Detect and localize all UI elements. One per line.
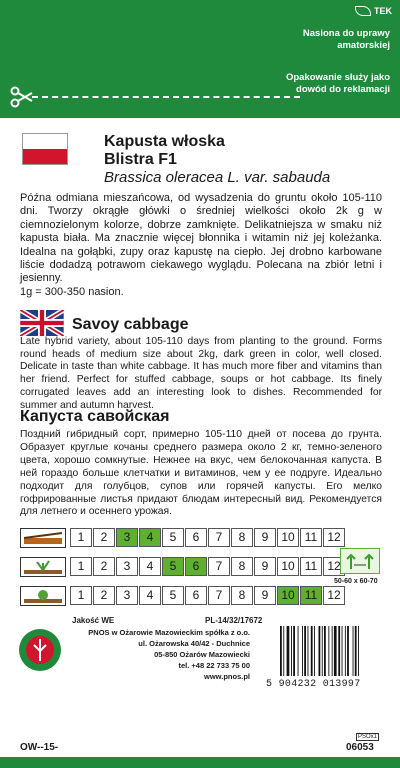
english-title: Savoy cabbage (72, 316, 189, 333)
company-city: 05-850 Ożarów Mazowiecki (154, 650, 250, 659)
harvest-month-8: 8 (231, 586, 253, 605)
harvest-month-5: 5 (162, 586, 184, 605)
planting-month-10: 10 (277, 557, 299, 576)
sowing-icon (20, 528, 66, 548)
sowing-month-10: 10 (277, 528, 299, 547)
harvest-month-1: 1 (70, 586, 92, 605)
cut-line (32, 96, 300, 98)
harvest-month-7: 7 (208, 586, 230, 605)
planting-month-11: 11 (300, 557, 322, 576)
sowing-month-5: 5 (162, 528, 184, 547)
plant-spacing-icon (340, 548, 380, 574)
harvest-month-9: 9 (254, 586, 276, 605)
description-en: Late hybrid variety, about 105-110 days from planting to the ground. Forms round heads of medium size about 2kg, dark green in color, well closed. Delicate in taste than white cabbage. It has much more fiber and vitamins than her friend. Perfect for stuffed cabbage, soups or hot cabbage. Its finely corrugated leaves add an interesting look to dishes. Recommended for summer and autumn harvest. (20, 336, 382, 411)
planting-month-3: 3 (116, 557, 138, 576)
tek-mark (355, 6, 392, 16)
planting-month-2: 2 (93, 557, 115, 576)
certificate-number: PL-14/32/17672 (205, 616, 263, 625)
barcode-number: 5 904232 013997 (266, 679, 361, 690)
description-ru: Поздний гибридный сорт, примерно 105-110 дней от посева до грунта. Образует круглые кочаны среднего размера около 2 кг, темно-зеленого цвета, хорошо сомкнутые. Нежнее на вкус, чем белокочанная капуста. В ней гораздо больше клетчатки и витаминов, чем у ее подруге. Идеально подходит для голубцов, супов или горячей капусты. Его мелко гофрированные листья придают блюдам интересный вид. Рекомендуется для летнего и осеннего урожая. (20, 429, 382, 518)
sowing-months (70, 528, 346, 547)
harvest-month-4: 4 (139, 586, 161, 605)
scissors-icon (10, 85, 34, 109)
sowing-month-3: 3 (116, 528, 138, 547)
product-code: 06053 (346, 742, 374, 753)
company-street: ul. Ożarowska 40/42 - Duchnice (138, 639, 250, 648)
sowing-month-7: 7 (208, 528, 230, 547)
sowing-month-6: 6 (185, 528, 207, 547)
top-panel (0, 0, 400, 118)
description-pl (20, 192, 382, 299)
harvest-month-12: 12 (323, 586, 345, 605)
leaf-icon (355, 6, 371, 16)
sowing-month-11: 11 (300, 528, 322, 547)
sowing-month-2: 2 (93, 528, 115, 547)
harvest-month-2: 2 (93, 586, 115, 605)
sowing-month-1: 1 (70, 528, 92, 547)
company-name: PNOS w Ożarowie Mazowieckim spółka z o.o. (88, 628, 250, 637)
description-pl-text: Późna odmiana mieszańcowa, od wysadzenia do gruntu około 105-110 dni. Tworzy okrągłe główki o średniej wielkości około 2k g w ciemnozielonym kolorze, dobrze zamknięte. Delikatniejsza w smaku niż kapusta biała. Ma znacznie więcej błonnika i witamin niż jej koleżanka. Idealna na gołąbki, zupy oraz kapustę na ciepło. Jej drobno karbowane liście dodadzą potrawom ciekawego wyglądu. Polecana na zbiór letni i jesienny. (20, 192, 382, 285)
product-variety: Blistra F1 (104, 151, 177, 168)
planting-month-4: 4 (139, 557, 161, 576)
company-phone: tel. +48 22 733 75 00 (178, 661, 250, 670)
ow-code: OW--15- (20, 742, 59, 753)
latin-name: Brassica oleracea L. var. sabauda (104, 169, 331, 186)
sowing-month-8: 8 (231, 528, 253, 547)
planting-month-6: 6 (185, 557, 207, 576)
company-web[interactable]: www.pnos.pl (204, 672, 250, 681)
planting-month-9: 9 (254, 557, 276, 576)
complaint-note: Opakowanie służy jako dowód do reklamacji (285, 72, 390, 95)
sowing-month-9: 9 (254, 528, 276, 547)
harvest-month-11: 11 (300, 586, 322, 605)
planting-month-12: 12 (323, 557, 345, 576)
amateur-note: Nasiona do uprawy amatorskiej (302, 28, 390, 51)
harvest-month-10: 10 (277, 586, 299, 605)
planting-icon (20, 557, 66, 577)
polish-flag-icon (22, 133, 68, 165)
planting-month-8: 8 (231, 557, 253, 576)
seed-count: 1g = 300-350 nasion. (20, 285, 124, 298)
uk-flag-icon (20, 310, 64, 336)
spacing-label: 50-60 x 60-70 (334, 578, 378, 585)
harvest-icon (20, 586, 66, 606)
product-name: Kapusta włoska (104, 133, 225, 150)
planting-month-1: 1 (70, 557, 92, 576)
harvest-month-3: 3 (116, 586, 138, 605)
planting-month-5: 5 (162, 557, 184, 576)
sowing-month-4: 4 (139, 528, 161, 547)
planting-month-7: 7 (208, 557, 230, 576)
planting-months (70, 557, 346, 576)
harvest-months (70, 586, 346, 605)
tek-label: TEK (374, 6, 392, 16)
quality-label: Jakość WE (72, 616, 115, 625)
russian-title: Капуста савойская (20, 408, 170, 425)
barcode (278, 626, 394, 678)
harvest-month-6: 6 (185, 586, 207, 605)
bottom-strip (0, 757, 400, 768)
sowing-month-12: 12 (323, 528, 345, 547)
pso-label: PSOx1 (358, 734, 378, 740)
